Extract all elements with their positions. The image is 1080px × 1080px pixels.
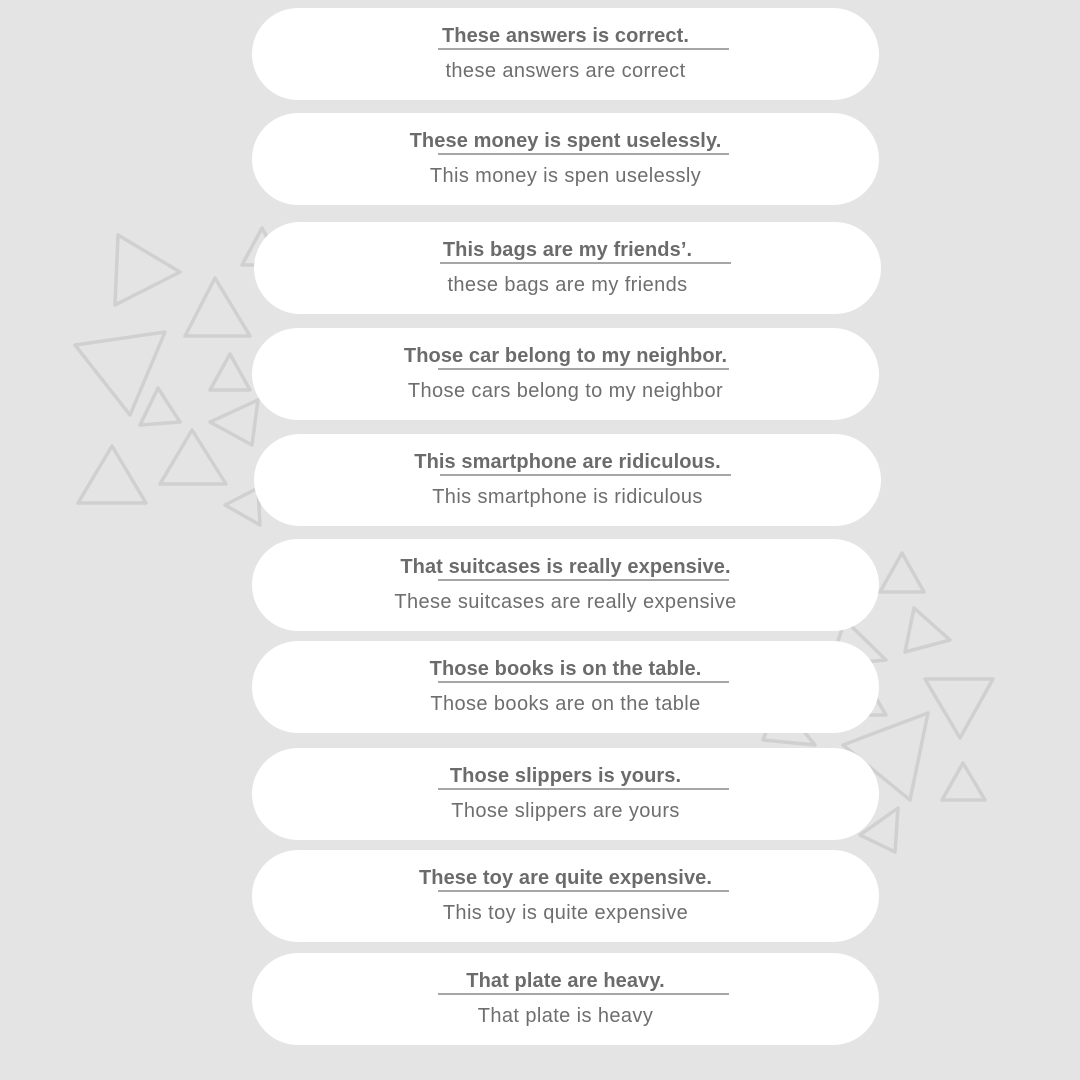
incorrect-sentence: That plate are heavy. [466,970,665,992]
exercise-card [254,222,881,314]
corrected-sentence: That plate is heavy [477,1005,654,1027]
incorrect-sentence: These toy are quite expensive. [418,867,713,889]
incorrect-sentence: That suitcases is really expensive. [400,556,731,578]
incorrect-sentence: Those car belong to my neighbor. [403,345,728,367]
exercise-card [252,539,879,631]
incorrect-sentence: Those slippers is yours. [449,765,682,787]
exercise-card [254,434,881,526]
corrected-sentence: This toy is quite expensive [442,902,689,924]
incorrect-sentence: Those books is on the table. [429,658,702,680]
divider [440,262,731,264]
divider [438,153,729,155]
exercise-card [252,113,879,205]
incorrect-sentence: These answers is correct. [441,25,690,47]
divider [438,368,729,370]
corrected-sentence: Those books are on the table [430,693,701,715]
corrected-sentence: This money is spen uselessly [429,165,702,187]
incorrect-sentence: This smartphone are ridiculous. [414,451,721,473]
corrected-sentence: these bags are my friends [447,274,688,296]
divider [438,579,729,581]
exercise-card [252,328,879,420]
divider [438,788,729,790]
exercise-card [252,953,879,1045]
exercise-card [252,850,879,942]
corrected-sentence: Those cars belong to my neighbor [407,380,724,402]
divider [438,890,729,892]
divider [438,993,729,995]
corrected-sentence: these answers are correct [445,60,686,82]
exercise-card [252,748,879,840]
corrected-sentence: This smartphone is ridiculous [432,486,703,508]
divider [438,48,729,50]
divider [440,474,731,476]
incorrect-sentence: These money is spent uselessly. [409,130,722,152]
exercise-card [252,8,879,100]
exercise-card [252,641,879,733]
incorrect-sentence: This bags are my friends’. [442,239,693,261]
corrected-sentence: These suitcases are really expensive [394,591,737,613]
divider [438,681,729,683]
corrected-sentence: Those slippers are yours [451,800,680,822]
